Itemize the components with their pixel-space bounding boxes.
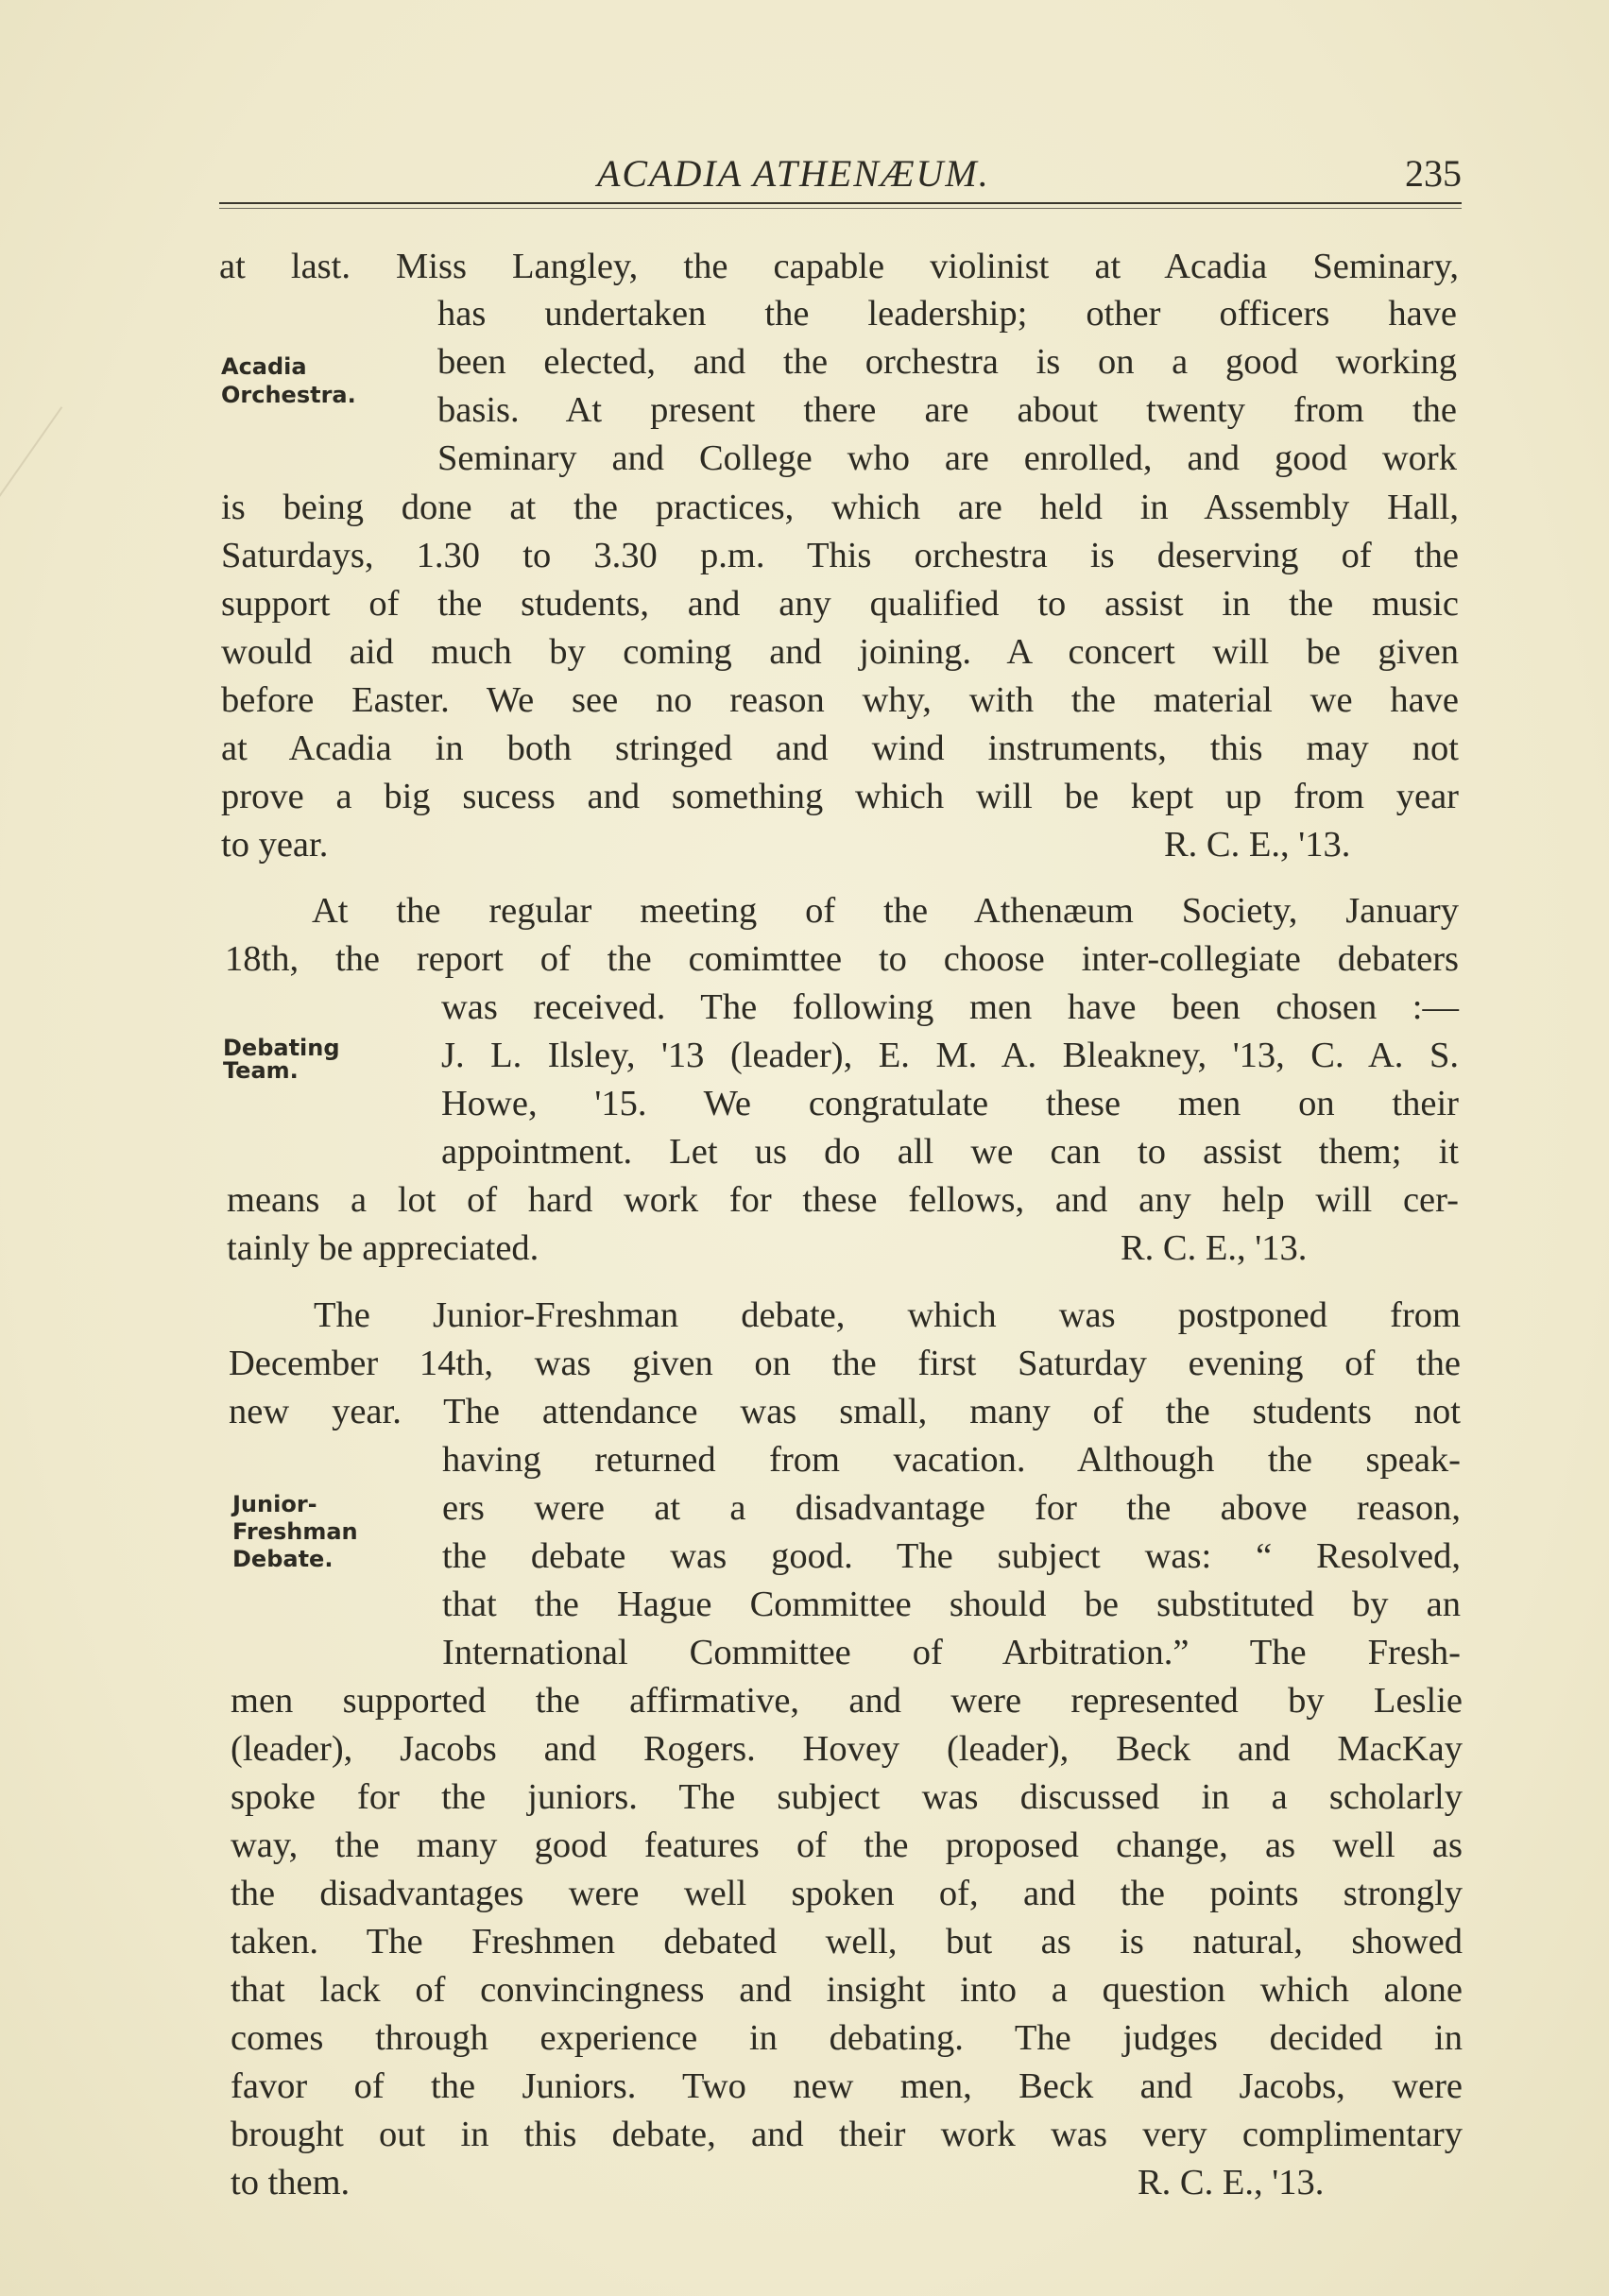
header-rule — [219, 202, 1462, 204]
sidenote-debating — [223, 1037, 340, 1082]
text-line: Saturdays, 1.30 to 3.30 p.m. This orchestra is deserving of the — [221, 536, 1459, 575]
text-line: is being done at the practices, which are held in Assembly Hall, — [221, 488, 1459, 527]
text-line: means a lot of hard work for these fellows, and any help will cer- — [227, 1180, 1459, 1220]
text-line: way, the many good features of the proposed change, as well as — [231, 1825, 1463, 1865]
text-line: has undertaken the leadership; other officers have — [437, 294, 1457, 334]
text-line: 18th, the report of the comimttee to choose inter-collegiate debaters — [225, 939, 1459, 979]
text-line: Seminary and College who are enrolled, and good work — [437, 438, 1457, 478]
text-line: that the Hague Committee should be substituted by an — [442, 1585, 1461, 1624]
text-line: to year. — [221, 825, 329, 865]
text-line: been elected, and the orchestra is on a good working — [437, 342, 1457, 382]
text-line: men supported the affirmative, and were represented by Leslie — [231, 1681, 1463, 1721]
text-line: December 14th, was given on the first Saturday evening of the — [229, 1344, 1461, 1383]
sidenote-line: Team. — [223, 1057, 299, 1084]
sidenote-line: Debate. — [232, 1546, 334, 1572]
signature: R. C. E., '13. — [1164, 825, 1351, 865]
text-line: was received. The following men have been chosen :— — [441, 987, 1459, 1027]
sidenote-line: Junior- — [232, 1491, 317, 1517]
text-line: At the regular meeting of the Athenæum Society, January — [312, 891, 1459, 931]
sidenote-line: Acadia — [221, 353, 307, 380]
journal-title: ACADIA ATHENÆUM. — [597, 152, 990, 195]
text-line: at last. Miss Langley, the capable violinist at Acadia Seminary, — [219, 247, 1459, 286]
text-line: at Acadia in both stringed and wind instruments, this may not — [221, 728, 1459, 768]
signature: R. C. E., '13. — [1121, 1228, 1308, 1268]
text-line: (leader), Jacobs and Rogers. Hovey (leader), Beck and MacKay — [231, 1729, 1463, 1769]
text-line: support of the students, and any qualified to assist in the music — [221, 584, 1459, 624]
text-line: having returned from vacation. Although the speak- — [442, 1440, 1461, 1480]
text-line: favor of the Juniors. Two new men, Beck and Jacobs, were — [231, 2066, 1463, 2106]
text-line: prove a big sucess and something which will be kept up from year — [221, 777, 1459, 816]
text-line: before Easter. We see no reason why, with the material we have — [221, 680, 1459, 720]
text-line: that lack of convincingness and insight into a question which alone — [231, 1970, 1463, 2010]
text-line: spoke for the juniors. The subject was discussed in a scholarly — [231, 1777, 1463, 1817]
text-line: basis. At present there are about twenty from the — [437, 390, 1457, 430]
text-line: International Committee of Arbitration.” The Fresh- — [442, 1633, 1461, 1672]
text-line: Howe, '15. We congratulate these men on their — [441, 1084, 1459, 1123]
text-line: to them. — [231, 2163, 351, 2202]
signature: R. C. E., '13. — [1138, 2163, 1325, 2202]
sidenote-junior-freshman — [232, 1491, 358, 1573]
header-rule-thin — [219, 208, 1462, 209]
text-line: brought out in this debate, and their work was very complimentary — [231, 2115, 1463, 2154]
sidenote-line: Orchestra. — [221, 382, 356, 408]
text-line: taken. The Freshmen debated well, but as is natural, showed — [231, 1922, 1463, 1962]
text-line: tainly be appreciated. — [227, 1228, 539, 1268]
text-line: the debate was good. The subject was: “ Resolved, — [442, 1536, 1461, 1576]
text-line: J. L. Ilsley, '13 (leader), E. M. A. Bleakney, '13, C. A. S. — [441, 1036, 1459, 1075]
sidenote-line: Debating — [223, 1035, 340, 1061]
text-line: the disadvantages were well spoken of, and the points strongly — [231, 1874, 1463, 1913]
text-line: appointment. Let us do all we can to assist them; it — [441, 1132, 1459, 1172]
text-line: ers were at a disadvantage for the above reason, — [442, 1488, 1461, 1528]
text-line: would aid much by coming and joining. A concert will be given — [221, 632, 1459, 672]
page-number: 235 — [1405, 152, 1462, 195]
running-header — [219, 149, 1462, 206]
text-line: The Junior-Freshman debate, which was postponed from — [314, 1295, 1461, 1335]
text-line: comes through experience in debating. The judges decided in — [231, 2018, 1463, 2058]
sidenote-orchestra — [221, 352, 356, 409]
text-line: new year. The attendance was small, many of the students not — [229, 1392, 1461, 1431]
sidenote-line: Freshman — [232, 1518, 358, 1545]
